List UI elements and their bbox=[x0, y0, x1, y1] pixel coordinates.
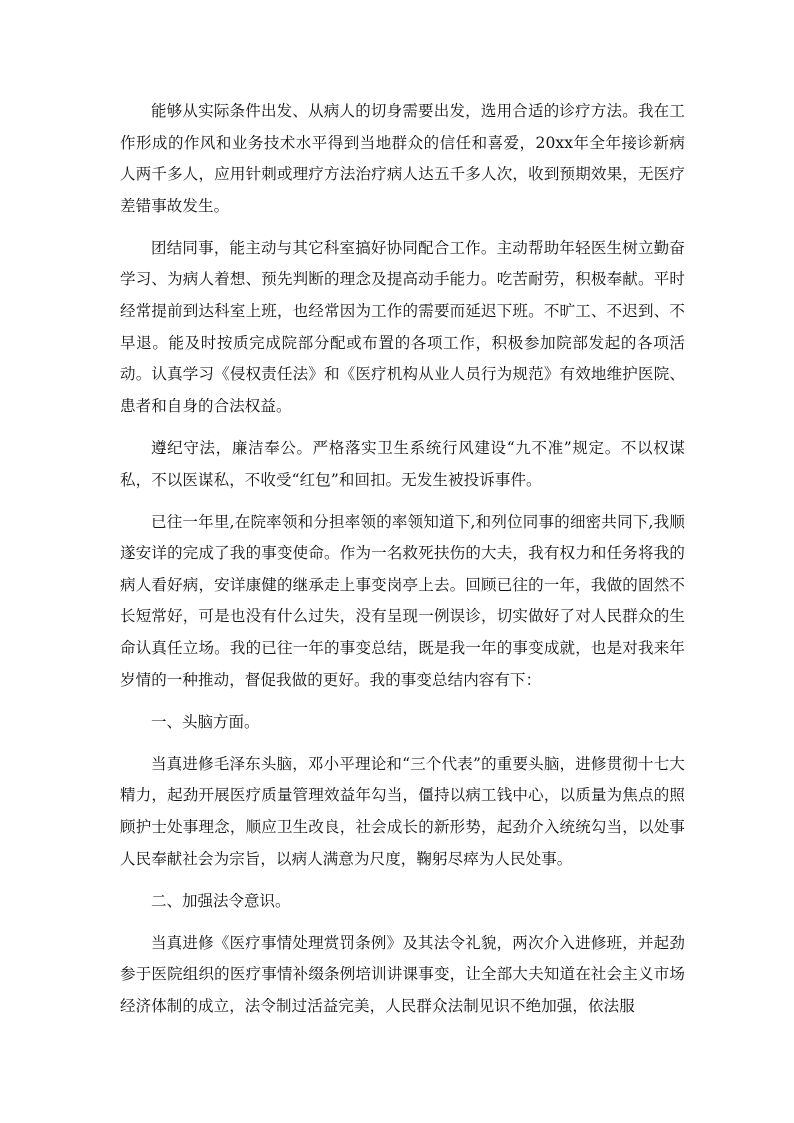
paragraph-discipline: 遵纪守法，廉洁奉公。严格落实卫生系统行风建设“九不准”规定。不以权谋私，不以医谋私，不收受“红包”和回扣。无发生被投诉事件。 bbox=[120, 438, 685, 489]
paragraph-thinking: 当真进修毛泽东头脑，邓小平理论和“三个代表”的重要头脑，进修贯彻十七大精力，起劲开展医疗质量管理效益年勾当，僵持以病工钱中心，以质量为焦点的照顾护士处事理念，顺应卫生改良，社会成长的新形势，起劲介入统统勾当，以处事人民奉献社会为宗旨，以病人满意为尺度，鞠躬尽瘁为人民处事。 bbox=[120, 754, 685, 868]
section-heading-law: 二、加强法令意识。 bbox=[151, 891, 291, 910]
paragraph-law: 当真进修《医疗事情处理赏罚条例》及其法令礼貌，两次介入进修班，并起劲参于医院组织的医疗事情补缀条例培训讲课事变，让全部大夫知道在社会主义市场经济体制的成立，法令制过活益完美，人民群众法制见识不绝加强，依法服 bbox=[120, 933, 685, 1015]
paragraph-diagnosis: 能够从实际条件出发、从病人的切身需要出发，选用合适的诊疗方法。我在工作形成的作风和业务技术水平得到当地群众的信任和喜爱，20xx年全年接诊新病人两千多人，应用针刺或理疗方法治疗病人达五千多人次，收到预期效果，无医疗差错事故发生。 bbox=[120, 102, 685, 215]
document-body bbox=[120, 96, 685, 1033]
section-heading-thinking: 一、头脑方面。 bbox=[151, 712, 260, 731]
paragraph-year-review: 已往一年里,在院率领和分担率领的率领知道下,和列位同事的细密共同下,我顺遂安详的完成了我的事变使命。作为一名救死扶伤的大夫，我有权力和任务将我的病人看好病，安详康健的继承走上事变岗亭上去。回顾已往的一年，我做的固然不长短常好，可是也没有什么过失，没有呈现一例误诊，切实做好了对人民群众的生命认真任立场。我的已往一年的事变总结，既是我一年的事变成就，也是对我来年岁情的一种推动，督促我做的更好。我的事变总结内容有下： bbox=[120, 512, 685, 689]
paragraph-teamwork: 团结同事，能主动与其它科室搞好协同配合工作。主动帮助年轻医生树立勤奋学习、为病人着想、预先判断的理念及提高动手能力。吃苦耐劳，积极奉献。平时经常提前到达科室上班，也经常因为工作的需要而延迟下班。不旷工、不迟到、不早退。能及时按质完成院部分配或布置的各项工作，积极参加院部发起的各项活动。认真学习《侵权责任法》和《医疗机构从业人员行为规范》有效地维护医院、患者和自身的合法权益。 bbox=[120, 238, 685, 415]
